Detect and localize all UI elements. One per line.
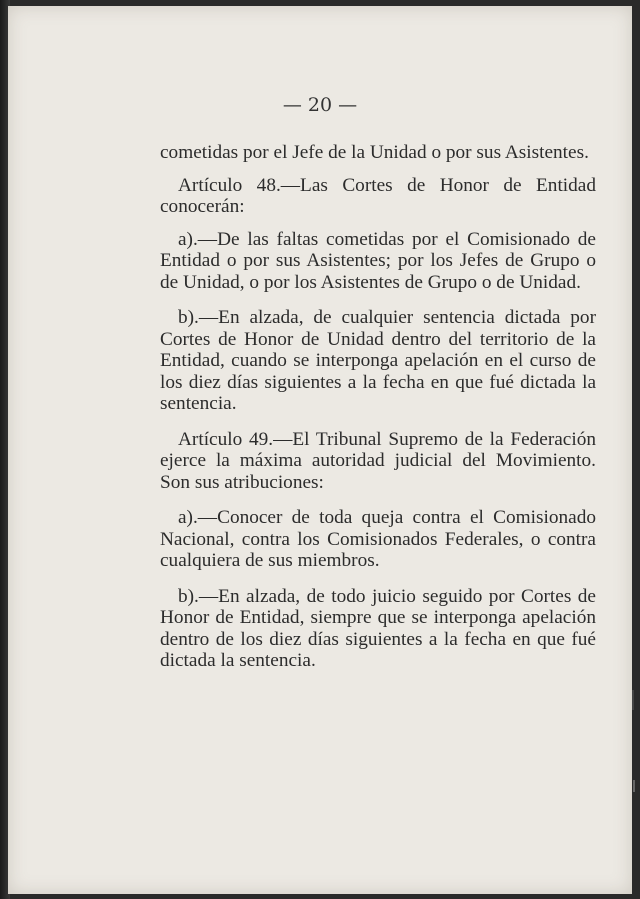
paragraph-article-49-b: b).—En alzada, de todo juicio seguido por Cortes de Honor de Entidad, siempre que se interponga apelación dentro de los diez días siguientes a la fecha en que fué dictada la sentencia. xyxy=(160,585,596,671)
paragraph-article-48-b: b).—En alzada, de cualquier sentencia dictada por Cortes de Honor de Unidad dentro del territorio de la Entidad, cuando se interponga apelación en el curso de los diez días siguientes a la fecha en que fué dictada la sentencia. xyxy=(160,307,596,414)
paragraph-article-48: Artículo 48.—Las Cortes de Honor de Entidad conocerán: xyxy=(160,174,596,217)
paragraph-article-48-a: a).—De las faltas cometidas por el Comisionado de Entidad o por sus Asistentes; por los Jefes de Grupo o de Unidad, o por los Asistentes de Grupo o de Unidad. xyxy=(160,228,596,293)
page-number: — 20 — xyxy=(282,94,358,116)
margin-mark xyxy=(633,780,635,792)
page-body xyxy=(160,142,596,672)
paragraph-article-49-a: a).—Conocer de toda queja contra el Comisionado Nacional, contra los Comisionados Federales, o contra cualquiera de sus miembros. xyxy=(160,507,596,571)
margin-mark xyxy=(632,690,634,710)
paragraph-article-49: Artículo 49.—El Tribunal Supremo de la Federación ejerce la máxima autoridad judicial del Movimiento. Son sus atribuciones: xyxy=(160,428,596,493)
paragraph-continuation: cometidas por el Jefe de la Unidad o por sus Asistentes. xyxy=(160,142,589,163)
